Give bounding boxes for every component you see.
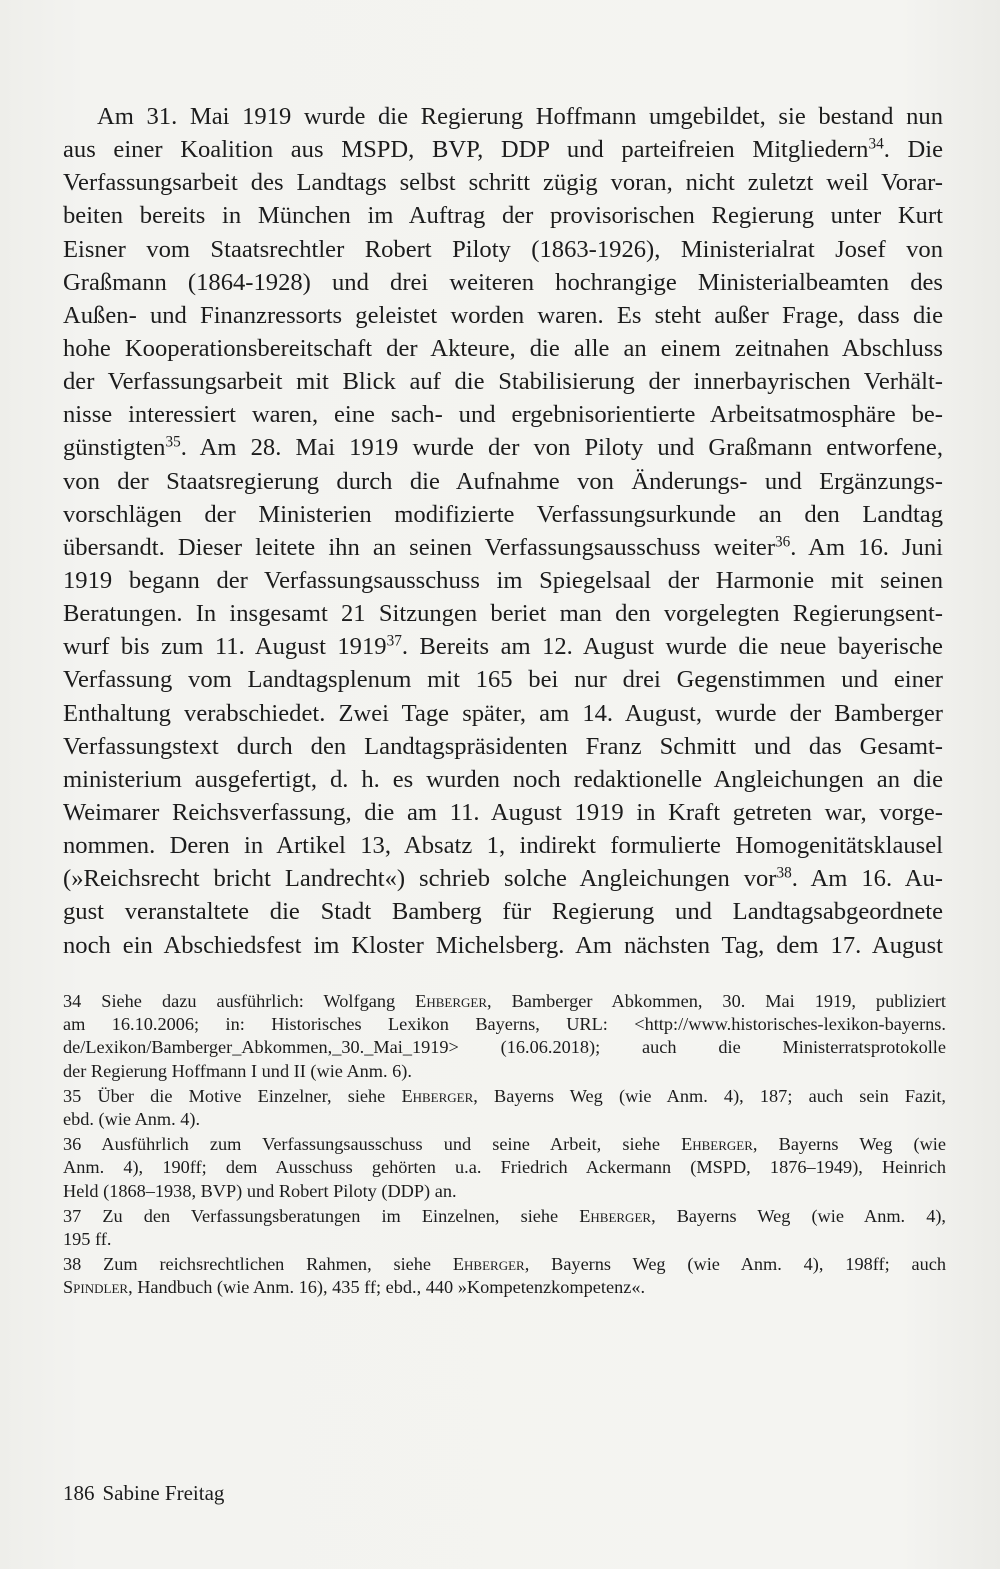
- text-line: Enthaltung verabschiedet. Zwei Tage später, am 14. August, wurde der Bamberger: [63, 699, 943, 727]
- author-smallcaps: Ehberger: [452, 1254, 525, 1275]
- text-line: der Verfassungsarbeit mit Blick auf die Stabilisierung der innerbayrischen Verhält-: [63, 368, 943, 396]
- footnote-37-line: 195 ff.: [63, 1228, 112, 1249]
- author-smallcaps: Ehberger: [681, 1134, 753, 1155]
- text-line: wurf bis zum 11. August 1919$^{37}$. Bereits am 12. August wurde die neue bayerische: [63, 632, 943, 661]
- author-smallcaps: Ehberger: [401, 1085, 474, 1106]
- text-line: Verfassung vom Landtagsplenum mit 165 bei nur drei Gegenstimmen und einer: [63, 666, 943, 694]
- footnotes-block: [63, 990, 946, 1299]
- footnote-36-line: 36 Ausführlich zum Verfassungsausschuss und seine Arbeit, siehe Ehberger, Bayerns Weg (wie: [63, 1134, 946, 1155]
- footnote-ref-36: 36: [775, 533, 791, 551]
- text-line: Verfassungstext durch den Landtagspräsidenten Franz Schmitt und das Gesamt-: [63, 732, 943, 760]
- author-smallcaps: Spindler: [63, 1277, 129, 1298]
- footnote-34-line: der Regierung Hoffmann I und II (wie Anm. 6).: [63, 1060, 412, 1081]
- footnote-35-line: ebd. (wie Anm. 4).: [63, 1108, 201, 1129]
- text-line: Am 31. Mai 1919 wurde die Regierung Hoffmann umgebildet, sie bestand nun: [97, 103, 943, 130]
- footnote-ref-38: 38: [776, 864, 792, 882]
- footnote-34-line: 34 Siehe dazu ausführlich: Wolfgang Ehberger, Bamberger Abkommen, 30. Mai 1919, publiziert: [63, 991, 946, 1011]
- footnote-36-line: Held (1868–1938, BVP) und Robert Piloty (DDP) an.: [63, 1180, 457, 1201]
- running-head: Sabine Freitag: [102, 1481, 225, 1505]
- footnote-38-line: Spindler, Handbuch (wie Anm. 16), 435 ff; ebd., 440 »Kompetenzkompetenz«.: [63, 1277, 646, 1298]
- footnote-ref-37: 37: [386, 632, 402, 650]
- text-line: aus einer Koalition aus MSPD, BVP, DDP und parteifreien Mitgliedern$^{34}$. Die: [63, 135, 944, 164]
- footnote-36-line: Anm. 4), 190ff; dem Ausschuss gehörten u.a. Friedrich Ackermann (MSPD, 1876–1949), Heinrich: [63, 1157, 946, 1178]
- footnote-34-line: am 16.10.2006; in: Historisches Lexikon Bayerns, URL: <http://www.historisches-lexikon-bayerns.: [63, 1014, 946, 1035]
- text-line: beiten bereits in München im Auftrag der provisorischen Regierung unter Kurt: [63, 202, 943, 230]
- text-line: noch ein Abschiedsfest im Kloster Michelsberg. Am nächsten Tag, dem 17. August: [63, 931, 943, 959]
- text-line: ministerium ausgefertigt, d. h. es wurden noch redaktionelle Angleichungen an die: [63, 765, 943, 793]
- footnote-38-line: 38 Zum reichsrechtlichen Rahmen, siehe Ehberger, Bayerns Weg (wie Anm. 4), 198ff; auch: [63, 1254, 946, 1275]
- text-line: hohe Kooperationsbereitschaft der Akteure, die alle an einem zeitnahen Abschluss: [63, 334, 943, 362]
- text-line: Beratungen. In insgesamt 21 Sitzungen beriet man den vorgelegten Regierungsent-: [63, 600, 943, 628]
- footnote-37-line: 37 Zu den Verfassungsberatungen im Einzelnen, siehe Ehberger, Bayerns Weg (wie Anm. 4),: [63, 1205, 946, 1226]
- text-line: vorschlägen der Ministerien modifizierte Verfassungsurkunde an den Landtag: [63, 500, 943, 528]
- text-line: 1919 begann der Verfassungsausschuss im Spiegelsaal der Harmonie mit seinen: [63, 566, 943, 594]
- text-line: günstigten$^{35}$. Am 28. Mai 1919 wurde der von Piloty und Graßmann entworfene,: [63, 434, 943, 462]
- text-line: gust veranstaltete die Stadt Bamberg für Regierung und Landtagsabgeordnete: [63, 898, 943, 926]
- author-smallcaps: Ehberger: [415, 991, 488, 1011]
- footnote-ref-34: 34: [868, 135, 884, 153]
- text-line: (»Reichsrecht bricht Landrecht«) schrieb solche Angleichungen vor$^{38}$. Am 16. Au-: [63, 864, 943, 893]
- text-line: Graßmann (1864-1928) und drei weiteren hochrangige Ministerialbeamten des: [63, 268, 943, 296]
- text-line: Weimarer Reichsverfassung, die am 11. August 1919 in Kraft getreten war, vorge-: [63, 798, 943, 826]
- text-line: von der Staatsregierung durch die Aufnahme von Änderungs- und Ergänzungs-: [63, 467, 943, 495]
- page-footer: [63, 1479, 224, 1507]
- text-line: Verfassungsarbeit des Landtags selbst schritt zügig voran, nicht zuletzt weil Vorar-: [63, 169, 943, 197]
- main-text-block: [63, 100, 943, 962]
- text-line: Eisner vom Staatsrechtler Robert Piloty (1863-1926), Ministerialrat Josef von: [63, 235, 943, 263]
- text-line: Außen- und Finanzressorts geleistet worden waren. Es steht außer Frage, dass die: [63, 301, 943, 329]
- text-line: nommen. Deren in Artikel 13, Absatz 1, indirekt formulierte Homogenitätsklausel: [63, 832, 943, 860]
- footnote-ref-35: 35: [165, 434, 181, 452]
- author-smallcaps: Ehberger: [579, 1205, 652, 1226]
- page-number: 186: [63, 1481, 95, 1505]
- text-line: nisse interessiert waren, eine sach- und ergebnisorientierte Arbeitsatmosphäre be-: [63, 401, 943, 429]
- text-line: übersandt. Dieser leitete ihn an seinen Verfassungsausschuss weiter$^{36}$. Am 16. Juni: [63, 533, 943, 561]
- footnote-35-line: 35 Über die Motive Einzelner, siehe Ehberger, Bayerns Weg (wie Anm. 4), 187; auch sein Fazit,: [63, 1085, 947, 1106]
- footnote-34-line: de/Lexikon/Bamberger_Abkommen,_30._Mai_1919> (16.06.2018); auch die Ministerratsprotokolle: [63, 1037, 946, 1058]
